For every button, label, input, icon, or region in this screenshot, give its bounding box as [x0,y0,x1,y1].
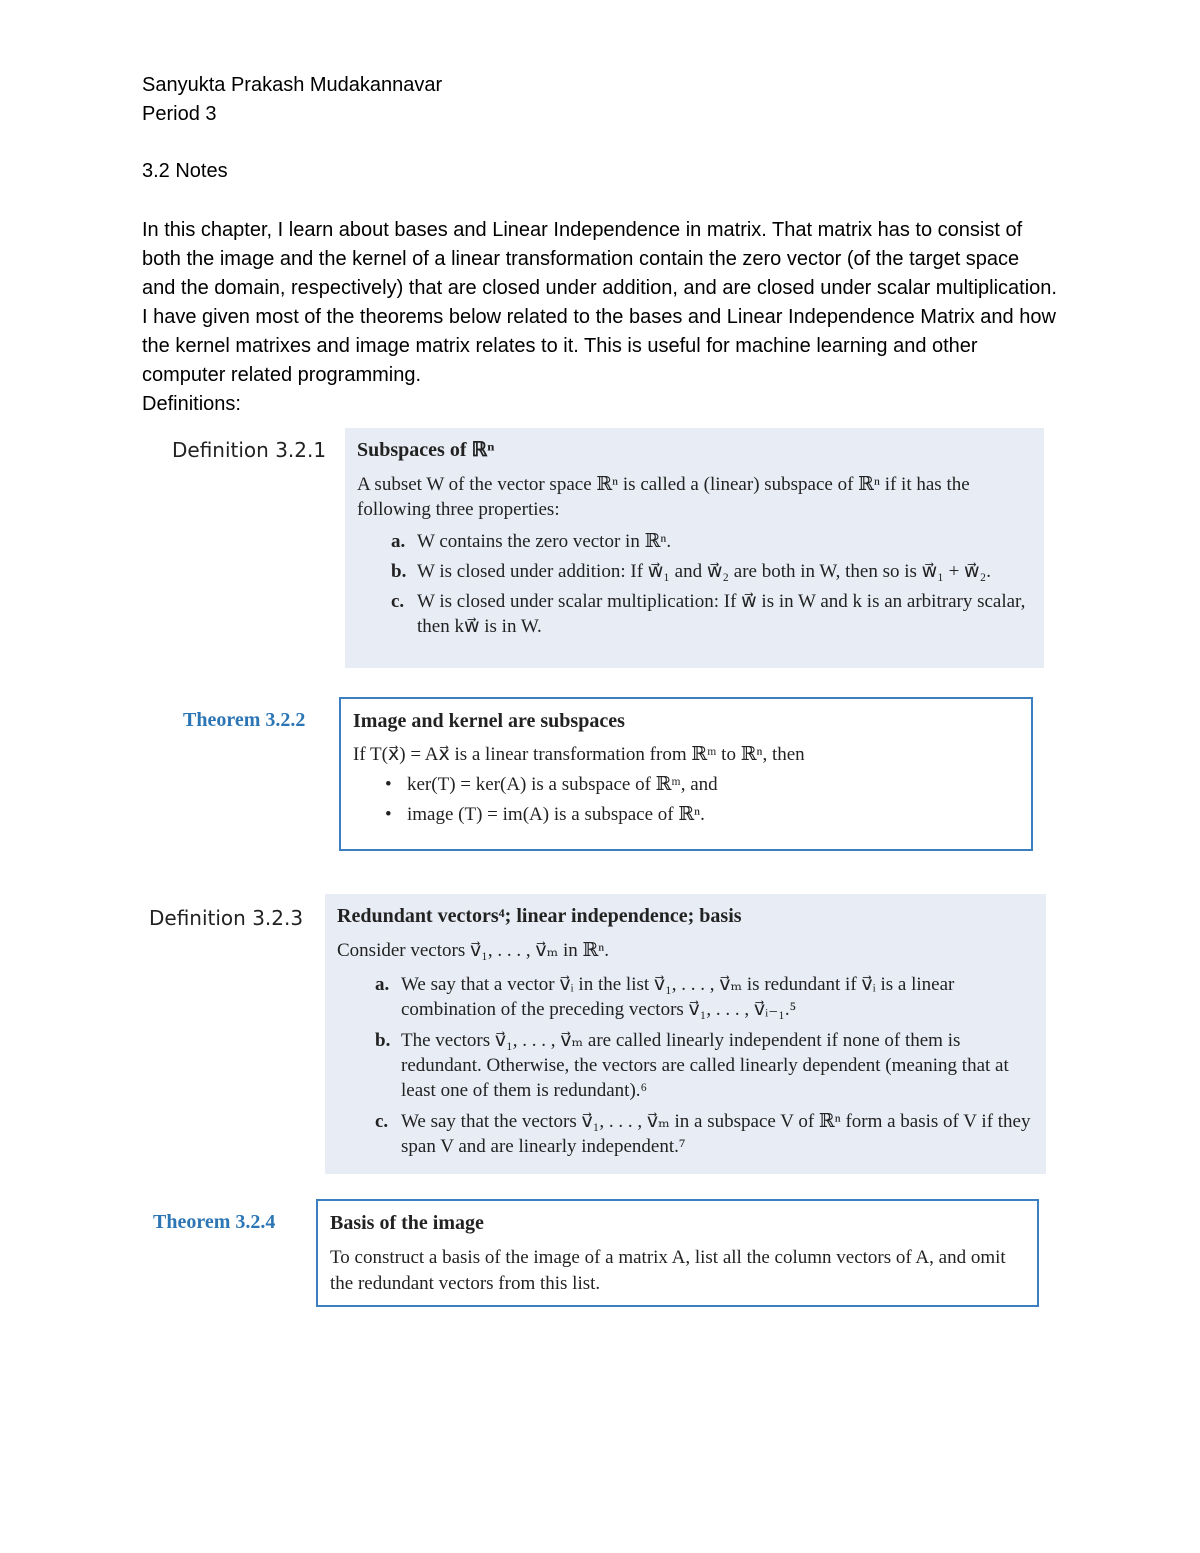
list-item [375,972,1034,1022]
item-text: We say that a vector v⃗ᵢ in the list v⃗₁, . . . , v⃗ₘ is redundant if v⃗ᵢ is a linear combination of the preceding vectors v⃗₁, . . . , v⃗ᵢ₋₁.⁵ [401,974,955,1020]
definitions-label: Definitions: [142,393,241,415]
period: Period 3 [142,103,217,125]
theorem-322-intro: If T(x⃗) = Ax⃗ is a linear transformation from ℝᵐ to ℝⁿ, then [353,744,805,765]
theorem-322-title: Image and kernel are subspaces [353,710,625,732]
bullet-text: ker(T) = ker(A) is a subspace of ℝᵐ, and [407,774,718,795]
bullet-icon: • [385,804,392,825]
item-marker: a. [375,974,390,995]
item-text: W contains the zero vector in ℝⁿ. [417,531,672,552]
notes-title: 3.2 Notes [142,160,228,182]
definition-321-title: Subspaces of ℝⁿ [357,439,495,461]
list-item [391,589,1032,639]
bullet-icon: • [385,774,392,795]
list-item [375,1109,1034,1159]
list-item [375,1028,1034,1103]
list-item [391,529,1032,554]
intro-section [142,216,1057,419]
definition-323-label: Definition 3.2.3 [149,906,304,930]
theorem-324-title: Basis of the image [330,1212,484,1234]
item-text: We say that the vectors v⃗₁, . . . , v⃗ₘ in a subspace V of ℝⁿ form a basis of V if they span V and are linearly independent.⁷ [401,1111,1031,1157]
definition-321-intro: A subset W of the vector space ℝⁿ is called a (linear) subspace of ℝⁿ if it has the following three properties: [357,474,970,520]
definition-321-items [391,529,1032,639]
item-marker: a. [391,531,406,552]
theorem-324-label: Theorem 3.2.4 [153,1211,276,1233]
list-item [385,802,1019,828]
definition-323-title: Redundant vectors⁴; linear independence; basis [337,905,742,927]
definition-321-box [345,428,1044,668]
list-item [385,772,1019,798]
theorem-322-label: Theorem 3.2.2 [183,709,306,731]
item-marker: b. [375,1030,391,1051]
item-text: The vectors v⃗₁, . . . , v⃗ₘ are called linearly independent if none of them is redundant. Otherwise, the vectors are called linearly dependent (meaning that at least one of them is redundant).⁶ [401,1030,1009,1101]
bullet-text: image (T) = im(A) is a subspace of ℝⁿ. [407,804,705,825]
definition-321-label: Definition 3.2.1 [172,438,327,462]
intro-paragraph: In this chapter, I learn about bases and Linear Independence in matrix. That matrix has to consist of both the image and the kernel of a linear transformation contain the zero vector (of the target space and the domain, respectively) that are closed under addition, and are closed under scalar multiplication. I have given most of the theorems below related to the bases and Linear Independence Matrix and how the kernel matrixes and image matrix relates to it. This is useful for machine learning and other computer related programming. [142,219,1057,386]
list-item [391,559,1032,584]
item-marker: c. [391,591,405,612]
item-marker: b. [391,561,407,582]
theorem-324-body: To construct a basis of the image of a matrix A, list all the column vectors of A, and omit the redundant vectors from this list. [330,1247,1006,1294]
definition-323-items [375,972,1034,1159]
theorem-322-box [339,697,1033,851]
student-name: Sanyukta Prakash Mudakannavar [142,74,443,96]
theorem-322-bullets [385,772,1019,828]
item-marker: c. [375,1111,389,1132]
theorem-324-box [316,1199,1039,1307]
definition-323-box [325,894,1046,1174]
definition-323-intro: Consider vectors v⃗₁, . . . , v⃗ₘ in ℝⁿ. [337,940,610,961]
item-text: W is closed under scalar multiplication: If w⃗ is in W and k is an arbitrary scalar, then kw⃗ is in W. [417,591,1026,637]
item-text: W is closed under addition: If w⃗₁ and w⃗₂ are both in W, then so is w⃗₁ + w⃗₂. [417,561,991,582]
